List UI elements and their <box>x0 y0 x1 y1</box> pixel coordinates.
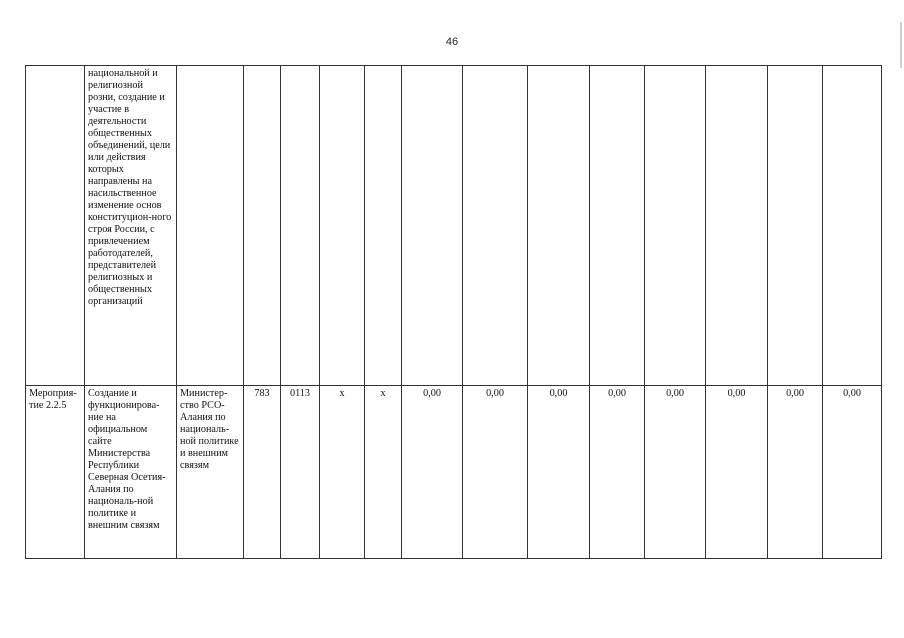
table-row-continuation <box>26 66 882 386</box>
cell-value <box>768 66 823 386</box>
cell-value <box>706 66 768 386</box>
cell-id: Мероприя-тие 2.2.5 <box>26 386 85 559</box>
cell-value <box>590 66 645 386</box>
program-table <box>25 65 882 559</box>
table-row-measure <box>26 386 882 559</box>
cell-vr <box>365 66 402 386</box>
cell-description: Создание и функционирова-ние на официальном сайте Министерства Республики Северная Осетия-Алания по националь-ной политике и внешним связям <box>85 386 177 559</box>
cell-value <box>402 66 463 386</box>
scan-edge-mark <box>900 22 902 68</box>
cell-value: 0,00 <box>463 386 528 559</box>
cell-value <box>463 66 528 386</box>
cell-value: 0,00 <box>590 386 645 559</box>
cell-rzpr <box>281 66 320 386</box>
cell-responsible <box>177 66 244 386</box>
cell-value: 0,00 <box>645 386 706 559</box>
cell-value <box>528 66 590 386</box>
cell-grbs <box>244 66 281 386</box>
page-number: 46 <box>445 36 459 48</box>
cell-value <box>645 66 706 386</box>
cell-value: 0,00 <box>528 386 590 559</box>
cell-cs: x <box>320 386 365 559</box>
cell-value: 0,00 <box>768 386 823 559</box>
cell-value: 0,00 <box>402 386 463 559</box>
cell-id <box>26 66 85 386</box>
cell-description: национальной и религиозной розни, создание и участие в деятельности общественных объединений, цели или действия которых направлены на насильственное изменение основ конституцион-ного строя России, с привлечением работодателей, представителей религиозных и общественных организаций <box>85 66 177 386</box>
cell-grbs: 783 <box>244 386 281 559</box>
cell-value: 0,00 <box>823 386 882 559</box>
cell-value: 0,00 <box>706 386 768 559</box>
cell-cs <box>320 66 365 386</box>
cell-vr: x <box>365 386 402 559</box>
cell-responsible: Министер-ство РСО-Алания по националь-ной политике и внешним связям <box>177 386 244 559</box>
cell-value <box>823 66 882 386</box>
cell-rzpr: 0113 <box>281 386 320 559</box>
